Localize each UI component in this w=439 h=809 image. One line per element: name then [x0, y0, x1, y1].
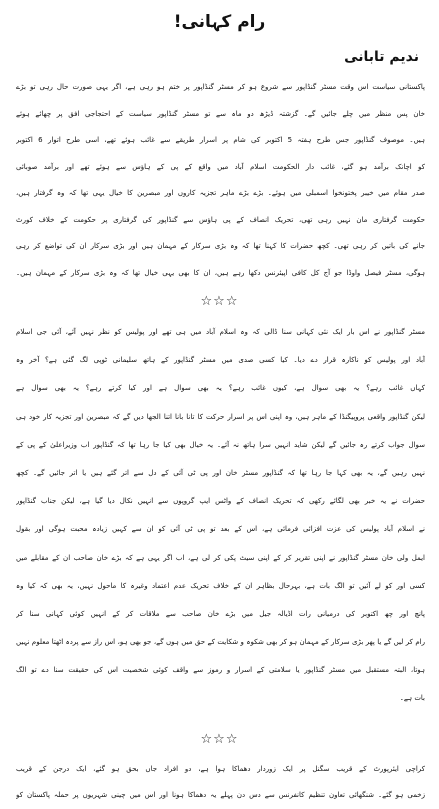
- article-line: پانچ اور چھ اکتوبر کی درمیانی رات اڈیالہ جیل میں بڑے خان صاحب سے ملاقات کر کے انہیں کوئی کہانی سنا کر: [16, 609, 425, 618]
- article-line: جانے کی باتیں کر رہی تھی۔ کچھ حضرات کا کہنا تھا کہ وہ بڑی سرکار کے مہمان ہیں اور بڑی سرکار ان کی تواضع کر رہی: [16, 242, 425, 250]
- article-line: کہاں غائب رہے؟ یہ بھی سوال ہے، کیوں غائب رہے؟ یہ بھی سوال ہے اور کیا کرتے رہے؟ یہ بھی سوال ہے: [16, 384, 425, 393]
- section-separator: ☆☆☆: [200, 732, 239, 747]
- article-line: کو اچانک برآمد ہو گئے، غائب دار الحکومت اسلام آباد میں واقع کے پی کے ہاؤس سے ہوئے تھے اور برآمد صوبائی: [16, 162, 425, 171]
- article-line: رام کر لیں گے یا پھر بڑی سرکار کے مہمان ہو کر بھی شکوہ و شکایت کے حق میں ہوں گے، جو بھی ہو، اس راز سے پردہ اٹھتا معلوم نہیں: [16, 638, 425, 647]
- article-line: ایمل ولی خان مسٹر گنڈاپور نے اپنی تقریر کر کے اپنی سیٹ پکی کر لی ہے، اب اگر یہی ہے کہ بڑے خان صاحب ان کے مقابلے میں: [16, 553, 425, 562]
- article-section: [16, 756, 425, 808]
- article-line: بات ہے۔: [399, 694, 425, 703]
- article-line: حضرات نے یہ خبر بھی لگائے رکھی کہ تحریک انصاف کے واٹس ایپ گروپوں سے انہیں نکال دیا گیا ہے، لیکن جناب گنڈاپور: [16, 497, 425, 506]
- article-line: پاکستانی سیاست اس وقت مسٹر گنڈاپور سے شروع ہو کر مسٹر گنڈاپور پر ختم ہو رہی ہے، اگر یہی صورت حال رہی تو بڑے: [16, 83, 425, 91]
- article-line: آباد اور پولیس کو ناکارہ قرار دے دیا۔ کیا کسی صدی میں مسٹر گنڈاپور کے ہاتھ سلیمانی ٹوپی لگ گئی ہے؟ آخر وہ: [16, 356, 425, 365]
- article-section: [16, 318, 425, 713]
- article-line: زخمی ہو گئے۔ شنگھائی تعاون تنظیم کانفرنس سے دس دن پہلے یہ دھماکا ہونا اور اس میں چینی شہریوں پر حملہ پاکستان کو: [16, 791, 425, 799]
- article-title: رام کہانی!: [173, 12, 266, 32]
- article-line: سوال جواب کرتے رہ جائیں گے لیکن شاید انہیں سرا ہاتھ نہ آئے۔ یہ خیال بھی کیا جا رہا تھا کہ گنڈاپور اب وزیراعلیٰ کے پی کے: [16, 440, 425, 449]
- article-line: صدر مقام میں خیبر پختونخوا اسمبلی میں ہوئے۔ بڑے بڑے ماہر تجزیہ کاروں اور مبصرین کا خیال یہی تھا کہ وہ گرفتار ہیں،: [16, 189, 425, 197]
- article-line: حکومت گرفتاری مان نہیں رہی تھی، تحریک انصاف کے پی ہاؤس سے گنڈاپور کی گرفتاری پر حکومت کے خلاف کورٹ: [16, 215, 425, 224]
- article-line: کسی اور کو لے آئیں تو الگ بات ہے، بہرحال بظاہر ان کے خلاف تحریک عدم اعتماد وغیرہ کا ماحول نہیں، یہ بھی کہ کیا وہ: [16, 581, 425, 590]
- author-name: ندیم تابانی: [344, 49, 419, 65]
- article-section: [16, 74, 425, 286]
- article-line: ہوگی، مسٹر فیصل واوڈا جو آج کل کافی اپیئرنس دکھا رہے ہیں، ان کا بھی یہی خیال تھا کہ وہ بڑی سرکار کے مہمان ہیں۔: [16, 268, 425, 277]
- article-line: لیکن گنڈاپور واقعی پروپیگنڈا کے ماہر ہیں، وہ اپنی اس پر اسرار حرکت کا تانا بانا اتنا الجھا دیں گے کہ مبصرین اور تجزیہ کار خود ہی: [16, 412, 425, 421]
- article-line: نہیں رہیں گے، یہ بھی کہا جا رہا تھا کہ گنڈاپور مسٹر خان اور پی ٹی آئی کے دل سے اتر گئے ہیں یا اتر جائیں گے۔ کچھ: [16, 468, 425, 477]
- article-line: نے اسلام آباد پولیس کی عزت افزائی فرمائی ہے، اس کے بعد تو پی ٹی آئی کو ان سے کہیں زیادہ محبت ہوگی اور بقول: [16, 525, 425, 534]
- article-line: خان پس منظر میں چلے جائیں گے۔ گزشتہ ڈیڑھ دو ماہ سے تو مسٹر گنڈاپور سیاست کے احتجاجی افق پر چھائے ہوئے: [16, 109, 425, 118]
- article-line: مسٹر گنڈاپور نے اس بار ایک نئی کہانی سنا ڈالی کہ وہ اسلام آباد میں ہی تھے اور پولیس کو نظر نہیں آئے، آئی جی اسلام: [16, 328, 425, 336]
- article-line: ہیں۔ موصوف گنڈاپور جس طرح ہفتہ 5 اکتوبر کی شام پر اسرار طریقے سے غائب ہوئے تھے، اسی طرح اتوار 6 اکتوبر: [16, 136, 425, 144]
- article-line: کراچی ایئرپورٹ کے قریب سگنل پر ایک زوردار دھماکا ہوا ہے، دو افراد جاں بحق ہو گئے، ایک درجن کے قریب: [16, 765, 425, 773]
- article-line: ہوتا، البتہ مستقبل میں مسٹر گنڈاپور یا سلامتی کے اسرار و رموز سے واقف کوئی شخصیت اس کی حقیقت سنا دے تو الگ: [16, 666, 425, 675]
- section-separator: ☆☆☆: [200, 294, 239, 309]
